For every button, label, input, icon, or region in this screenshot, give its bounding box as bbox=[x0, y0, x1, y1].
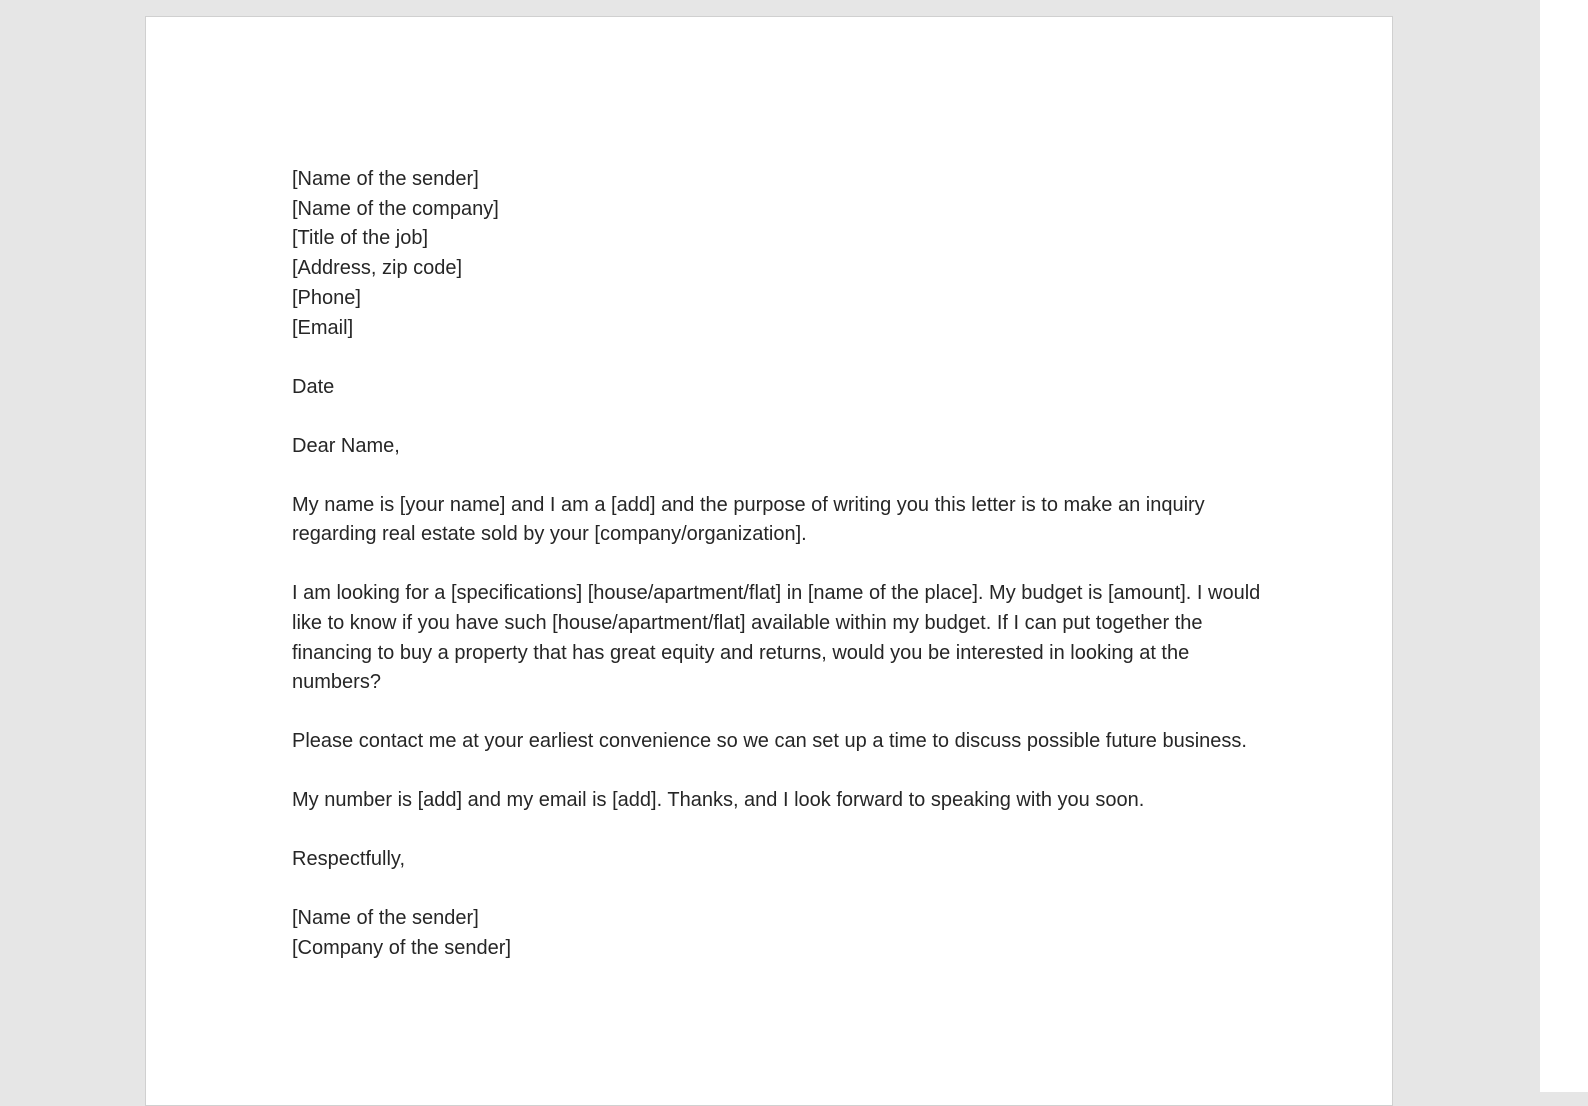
signature-name: [Name of the sender] bbox=[292, 907, 479, 930]
signature-company: [Company of the sender] bbox=[292, 937, 512, 960]
salutation: Dear Name, bbox=[292, 434, 400, 457]
document-page bbox=[145, 16, 1393, 1106]
signature-block bbox=[292, 904, 1262, 963]
paragraph-contact: Please contact me at your earliest convenience so we can set up a time to discuss possible future business. bbox=[292, 730, 1247, 753]
sender-address-block bbox=[292, 165, 1262, 343]
sender-address: [Address, zip code] bbox=[292, 257, 463, 280]
sender-job-title: [Title of the job] bbox=[292, 227, 428, 250]
sender-email: [Email] bbox=[292, 316, 354, 339]
sender-company: [Name of the company] bbox=[292, 197, 499, 220]
paragraph-request: I am looking for a [specifications] [house/apartment/flat] in [name of the place]. My budget is [amount]. I would like to know if you have such [house/apartment/flat] available within my budget. If I can put together the financing to buy a property that has great equity and returns, would you be interested in looking at the numbers? bbox=[292, 582, 1261, 694]
window-right-edge bbox=[1540, 0, 1588, 1092]
letter-body bbox=[292, 165, 1262, 964]
letter-date: Date bbox=[292, 375, 335, 398]
sender-name: [Name of the sender] bbox=[292, 168, 479, 190]
closing: Respectfully, bbox=[292, 848, 406, 871]
sender-phone: [Phone] bbox=[292, 286, 361, 309]
paragraph-intro: My name is [your name] and I am a [add] and the purpose of writing you this letter is to make an inquiry regarding real estate sold by your [company/organization]. bbox=[292, 493, 1205, 546]
paragraph-details: My number is [add] and my email is [add]. Thanks, and I look forward to speaking with you soon. bbox=[292, 789, 1145, 812]
